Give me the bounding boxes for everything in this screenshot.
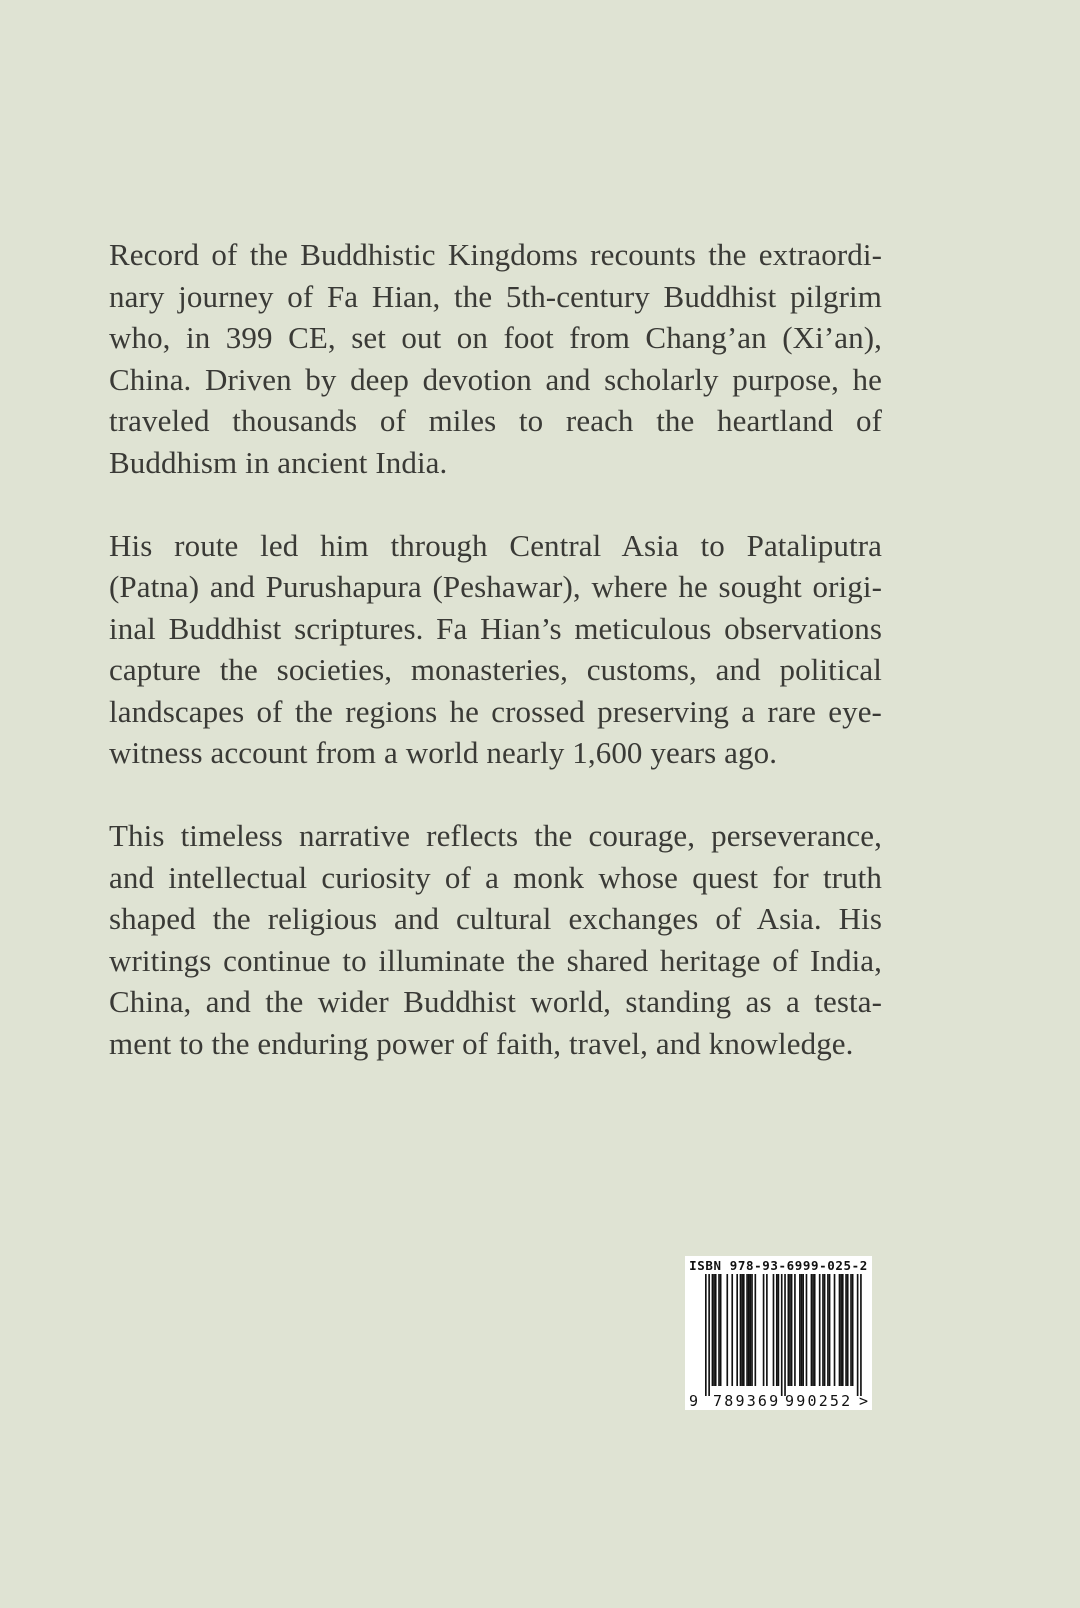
barcode-bar [827, 1274, 829, 1386]
barcode-bar [857, 1274, 859, 1396]
barcode-bar [776, 1274, 778, 1386]
barcode-bar [852, 1274, 854, 1386]
barcode-bar [708, 1274, 710, 1396]
blurb-line: ment to the enduring power of faith, travel, and knowledge. [109, 1025, 854, 1061]
blurb-line: His route led him through Central Asia to Pataliputra [109, 527, 882, 563]
barcode-bar [839, 1274, 841, 1386]
barcode-bar [845, 1274, 847, 1386]
barcode-bar [726, 1274, 728, 1386]
barcode-bar [784, 1274, 786, 1396]
barcode-bar [791, 1274, 793, 1386]
barcode-bar [789, 1274, 791, 1386]
barcode-bar [712, 1274, 714, 1386]
barcode-bar [743, 1274, 745, 1386]
barcode-bars [685, 1274, 872, 1396]
blurb-line: landscapes of the regions he crossed preserving a rare eye- [109, 693, 882, 729]
barcode-bar [824, 1274, 826, 1386]
barcode-bar [806, 1274, 808, 1386]
barcode-bar [834, 1274, 836, 1386]
blurb-line: nary journey of Fa Hian, the 5th-century Buddhist pilgrim [109, 278, 882, 314]
barcode-bar [773, 1274, 775, 1386]
barcode-bar [778, 1274, 780, 1386]
blurb-line: China. Driven by deep devotion and scholarly purpose, he [109, 361, 882, 397]
blurb-line: (Patna) and Purushapura (Peshawar), where he sought origi- [109, 569, 882, 604]
blurb-line: inal Buddhist scriptures. Fa Hian’s meticulous observations [109, 610, 882, 646]
barcode-bar [850, 1274, 852, 1386]
barcode-bar [740, 1274, 742, 1386]
blurb-line: This timeless narrative reflects the courage, perseverance, [109, 818, 882, 853]
barcode-bar [715, 1274, 717, 1386]
barcode-trailing-mark: > [859, 1392, 871, 1410]
blurb-paragraph-2 [109, 525, 882, 774]
blurb-line: Record of the Buddhistic Kingdoms recounts the extraordi- [109, 237, 882, 272]
barcode-bar [842, 1274, 844, 1386]
barcode-bar [718, 1274, 720, 1386]
barcode-bar [822, 1274, 824, 1386]
blurb-line: Buddhism in ancient India. [109, 444, 448, 480]
barcode-bar [814, 1274, 816, 1386]
blurb-line: China, and the wider Buddhist world, standing as a testa- [109, 984, 882, 1019]
blurb-line: capture the societies, monasteries, customs, and political [109, 652, 882, 687]
blurb-line: and intellectual curiosity of a monk whose quest for truth [109, 859, 882, 895]
barcode-bar [763, 1274, 765, 1386]
barcode-bar [781, 1274, 783, 1396]
barcode-bar [720, 1274, 722, 1386]
barcode-bar [748, 1274, 750, 1386]
barcode-bar [741, 1274, 743, 1386]
blurb-line: who, in 399 CE, set out on foot from Chang’an (Xi’an), [109, 320, 882, 355]
barcode-bar [788, 1274, 790, 1386]
blurb-line: traveled thousands of miles to reach the heartland of [109, 403, 882, 438]
barcode-bar [736, 1274, 738, 1386]
back-cover-blurb [109, 234, 882, 1064]
barcode-bar [751, 1274, 753, 1386]
blurb-line: writings continue to illuminate the shared heritage of India, [109, 942, 882, 978]
barcode-bar [746, 1274, 748, 1386]
barcode-bar [840, 1274, 842, 1386]
isbn-label: ISBN 978-93-6999-025-2 [689, 1258, 868, 1273]
barcode-bar [802, 1274, 804, 1386]
barcode-right-digits: 990252 [785, 1392, 853, 1410]
barcode-bar [801, 1274, 803, 1386]
isbn-barcode [685, 1256, 872, 1410]
blurb-paragraph-3 [109, 815, 882, 1064]
barcode-bar [713, 1274, 715, 1386]
barcode-bar [731, 1274, 733, 1386]
barcode-lead-digit: 9 [689, 1392, 701, 1410]
barcode-left-digits: 789369 [713, 1392, 781, 1410]
barcode-bar [811, 1274, 813, 1386]
barcode-bar [812, 1274, 814, 1386]
barcode-bar [755, 1274, 757, 1386]
barcode-bar [819, 1274, 821, 1386]
barcode-bar [799, 1274, 801, 1386]
barcode-bar [829, 1274, 831, 1386]
barcode-bar [860, 1274, 862, 1396]
barcode-bar [705, 1274, 707, 1396]
barcode-bar [847, 1274, 849, 1386]
barcode-bar [750, 1274, 752, 1386]
blurb-paragraph-1 [109, 234, 882, 483]
blurb-line: witness account from a world nearly 1,600 years ago. [109, 735, 778, 770]
barcode-bar [766, 1274, 768, 1386]
blurb-line: shaped the religious and cultural exchanges of Asia. His [109, 901, 882, 936]
barcode-bar [794, 1274, 796, 1386]
